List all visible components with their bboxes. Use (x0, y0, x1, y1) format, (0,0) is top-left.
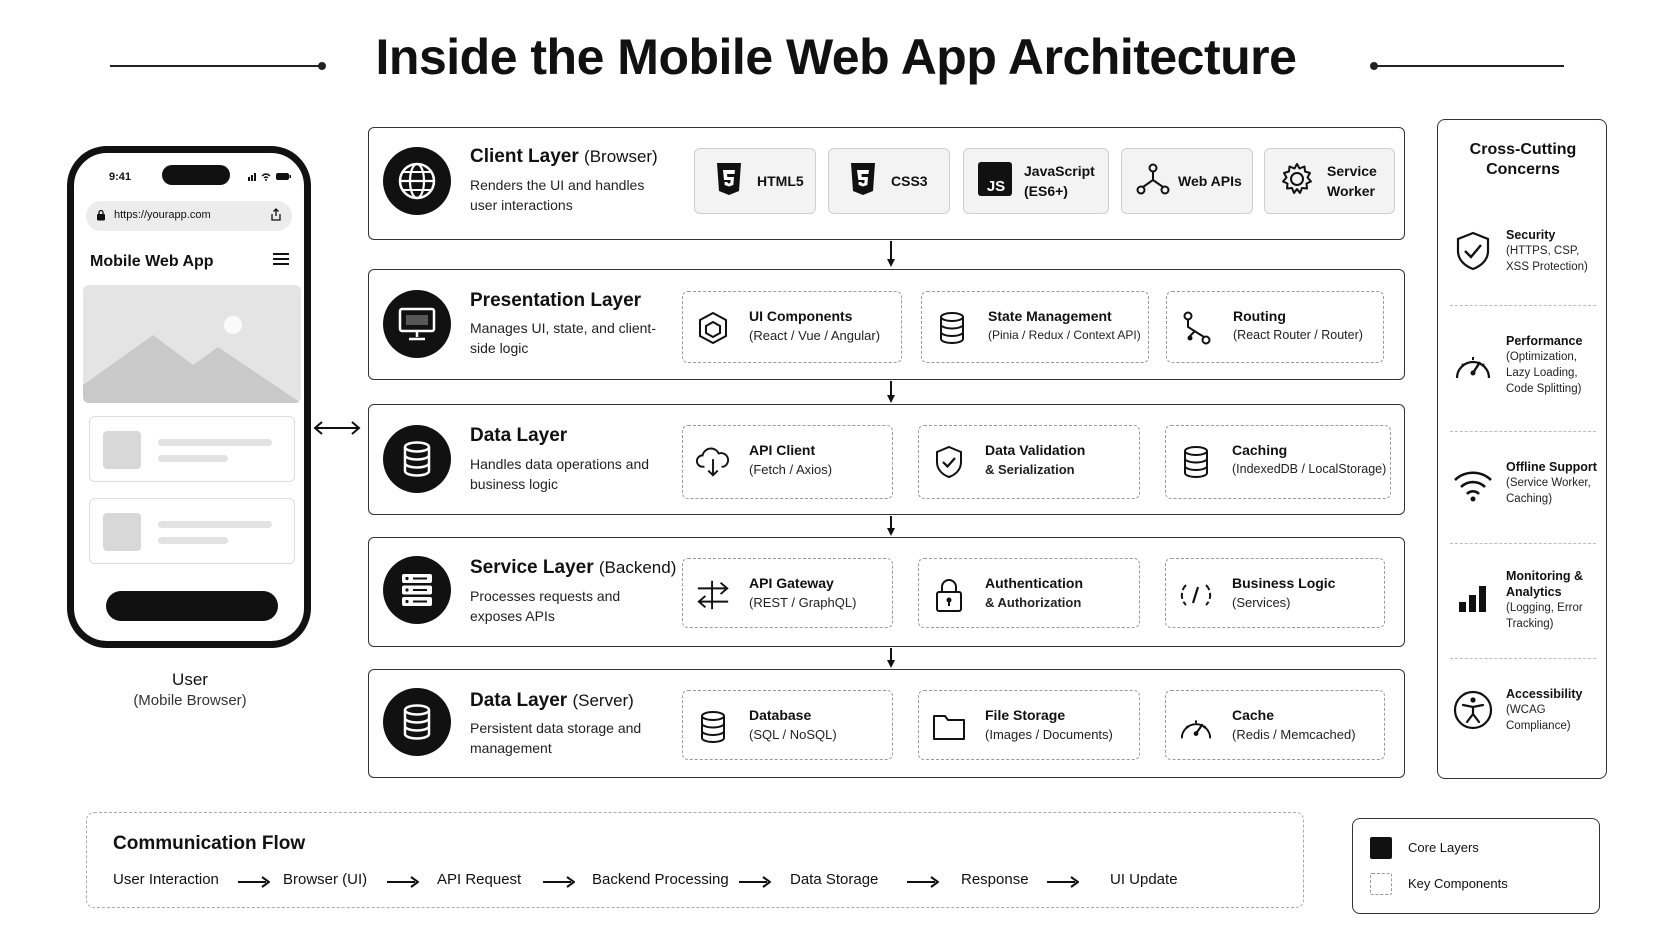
route-icon (1179, 310, 1215, 346)
component-api-gateway: API Gateway (REST / GraphQL) (682, 558, 893, 628)
phone-dynamic-island (162, 165, 230, 185)
flow-down-arrow-icon (886, 241, 896, 269)
layer-description: Processes requests and exposes APIs (470, 588, 621, 624)
layer-title: Data Layer (Server) (470, 690, 634, 711)
cross-cutting-panel: Cross-Cutting Concerns Security (HTTPS, CSP, XSS Protection) Performance (Optimization, Lazy Loading, Code Splitting) Offline Support (Service Worker, Caching) Monitoring & Analytics (Logging, Error Tracking) Accessibility (WCAG Compliance) (1437, 119, 1607, 779)
component-database: Database (SQL / NoSQL) (682, 690, 893, 760)
flow-step: User Interaction (113, 871, 219, 888)
flow-step: Response (961, 871, 1029, 888)
gauge-icon (1178, 709, 1214, 745)
layer-title: Presentation Layer (470, 290, 642, 311)
phone-status-time: 9:41 (109, 171, 132, 183)
component-api-client: API Client (Fetch / Axios) (682, 425, 893, 499)
layer-description: Persistent data storage and management (470, 720, 642, 756)
legend-label-core: Core Layers (1408, 840, 1479, 855)
arrow-right-icon (907, 876, 939, 888)
layer-title: Client Layer (Browser) (470, 146, 658, 167)
javascript-icon (978, 162, 1012, 201)
database-icon (383, 425, 451, 493)
share-icon[interactable] (270, 208, 282, 224)
layer-description: Manages UI, state, and client-side logic (470, 320, 656, 356)
lock-icon (96, 209, 106, 224)
css3-icon (849, 162, 877, 201)
layer-description: Renders the UI and handles user interactions (470, 177, 645, 213)
data-layer (368, 404, 1405, 515)
wifi-icon (1450, 462, 1496, 508)
tech-javascript: JS JavaScript (ES6+) (963, 148, 1109, 214)
component-business-logic: Business Logic (Services) (1165, 558, 1385, 628)
globe-icon (383, 147, 451, 215)
shield-check-icon (1450, 228, 1496, 274)
flow-down-arrow-icon (886, 648, 896, 670)
divider (1450, 543, 1596, 544)
flow-step: Backend Processing (592, 871, 729, 888)
folder-icon (931, 709, 967, 745)
component-cache: Cache (Redis / Memcached) (1165, 690, 1385, 760)
phone-app-title: Mobile Web App (90, 253, 214, 270)
image-placeholder-icon (83, 285, 301, 403)
communication-flow (86, 812, 1304, 908)
tech-html5: HTML5 (694, 148, 816, 214)
title-divider-left-dot (318, 62, 326, 70)
arrow-right-icon (1047, 876, 1079, 888)
divider (1450, 305, 1596, 306)
layer-description: Handles data operations and business logic (470, 456, 650, 492)
title-divider-right (1374, 65, 1564, 67)
phone-action-button[interactable] (106, 591, 278, 621)
component-routing: Routing (React Router / Router) (1166, 291, 1384, 363)
phone-address-bar[interactable] (86, 201, 292, 231)
database-icon (695, 709, 731, 745)
code-icon (1178, 577, 1214, 613)
database-icon (934, 310, 970, 346)
legend (1352, 818, 1600, 914)
component-ui-components: UI Components (React / Vue / Angular) (682, 291, 902, 363)
hamburger-menu-icon[interactable] (272, 250, 290, 271)
phone-list-item[interactable] (89, 416, 295, 482)
cloud-download-icon (695, 444, 731, 480)
layer-title: Data Layer (470, 425, 568, 446)
arrows-exchange-icon (695, 577, 731, 613)
legend-swatch-key (1370, 873, 1392, 895)
divider (1450, 431, 1596, 432)
component-data-validation: Data Validation & Serialization (918, 425, 1140, 499)
arrow-right-icon (238, 876, 270, 888)
web-apis-icon (1136, 162, 1170, 201)
tech-service-worker: Service Worker (1264, 148, 1395, 214)
client-layer (368, 127, 1405, 240)
database-icon (1178, 444, 1214, 480)
lock-icon (931, 577, 967, 613)
cube-icon (695, 310, 731, 346)
shield-check-icon (931, 444, 967, 480)
component-file-storage: File Storage (Images / Documents) (918, 690, 1140, 760)
phone-list-item[interactable] (89, 498, 295, 564)
svg-text:JS: JS (986, 177, 1006, 195)
legend-swatch-core (1370, 837, 1392, 859)
user-caption-sub: (Mobile Browser) (133, 692, 247, 709)
flow-step: UI Update (1110, 871, 1178, 888)
component-authentication: Authentication & Authorization (918, 558, 1140, 628)
component-caching: Caching (IndexedDB / LocalStorage) (1165, 425, 1391, 499)
flow-step: API Request (437, 871, 522, 888)
bidirectional-arrow-icon (312, 421, 362, 435)
accessibility-icon (1450, 687, 1496, 733)
component-state-management: State Management (Pinia / Redux / Context API) (921, 291, 1149, 363)
divider (1450, 658, 1596, 659)
tech-css3: CSS3 (828, 148, 950, 214)
arrow-right-icon (387, 876, 419, 888)
tech-web-apis: Web APIs (1121, 148, 1253, 214)
bar-chart-icon (1450, 575, 1496, 621)
flow-step: Browser (UI) (283, 871, 368, 888)
phone-status-icons (248, 171, 292, 184)
legend-label-key: Key Components (1408, 876, 1508, 891)
flow-step: Data Storage (790, 871, 879, 888)
server-data-layer (368, 669, 1405, 778)
gear-icon (1279, 161, 1315, 202)
flow-down-arrow-icon (886, 381, 896, 405)
service-layer (368, 537, 1405, 647)
arrow-right-icon (543, 876, 575, 888)
flow-down-arrow-icon (886, 516, 896, 538)
gauge-icon (1450, 342, 1496, 388)
html5-icon (715, 162, 743, 201)
layer-title: Service Layer (Backend) (470, 557, 677, 578)
title-divider-left (110, 65, 322, 67)
panel-title: Cross-Cutting Concerns (1469, 141, 1577, 178)
monitor-icon (383, 290, 451, 358)
server-icon (383, 556, 451, 624)
database-icon (383, 688, 451, 756)
user-caption: User (172, 670, 208, 689)
arrow-right-icon (739, 876, 771, 888)
mobile-phone-mockup (67, 146, 311, 648)
phone-url-text: https://yourapp.com (114, 209, 211, 221)
flow-title: Communication Flow (113, 833, 306, 854)
presentation-layer (368, 269, 1405, 380)
page-title: Inside the Mobile Web App Architecture (375, 29, 1297, 85)
